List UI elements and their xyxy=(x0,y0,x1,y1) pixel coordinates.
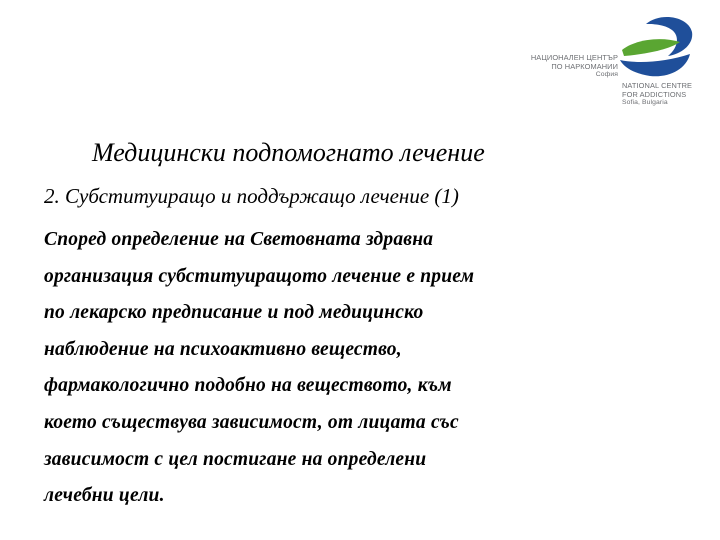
logo-bg-line3: София xyxy=(595,71,618,79)
logo-en-line2: FOR ADDICTIONS xyxy=(622,89,687,99)
logo xyxy=(500,14,700,124)
body-line-8: лечебни цели. xyxy=(44,485,165,507)
body-line-1: Според определение на Световната здравна xyxy=(44,229,434,250)
logo-bg-line1: НАЦИОНАЛЕН ЦЕНТЪР xyxy=(530,53,618,62)
slide-subtitle: 2. Субституиращо и поддържащо лечение (1) xyxy=(44,184,459,208)
body-line-7: зависимост с цел постигане на определени xyxy=(44,448,427,470)
globe-logo-icon xyxy=(616,14,696,82)
logo-bg-text xyxy=(508,54,618,80)
logo-en-text xyxy=(622,82,700,108)
body-line-3: по лекарско предписание и под медицинско xyxy=(44,302,424,324)
body-text xyxy=(44,222,684,515)
body-line-6: което съществува зависимост, от лицата със xyxy=(44,411,459,433)
body-line-2: организация субституиращото лечение е прием xyxy=(44,265,475,287)
slide-title: Медицински подпомогнато лечение xyxy=(92,138,485,167)
logo-en-line3: Sofia, Bulgaria xyxy=(622,99,668,107)
body-line-5: фармакологично подобно на веществото, към xyxy=(44,375,452,397)
logo-en-line1: NATIONAL CENTRE xyxy=(622,81,693,90)
logo-bg-line2: ПО НАРКОМАНИИ xyxy=(551,61,618,71)
body-line-4: наблюдение на психоактивно вещество, xyxy=(44,338,402,360)
